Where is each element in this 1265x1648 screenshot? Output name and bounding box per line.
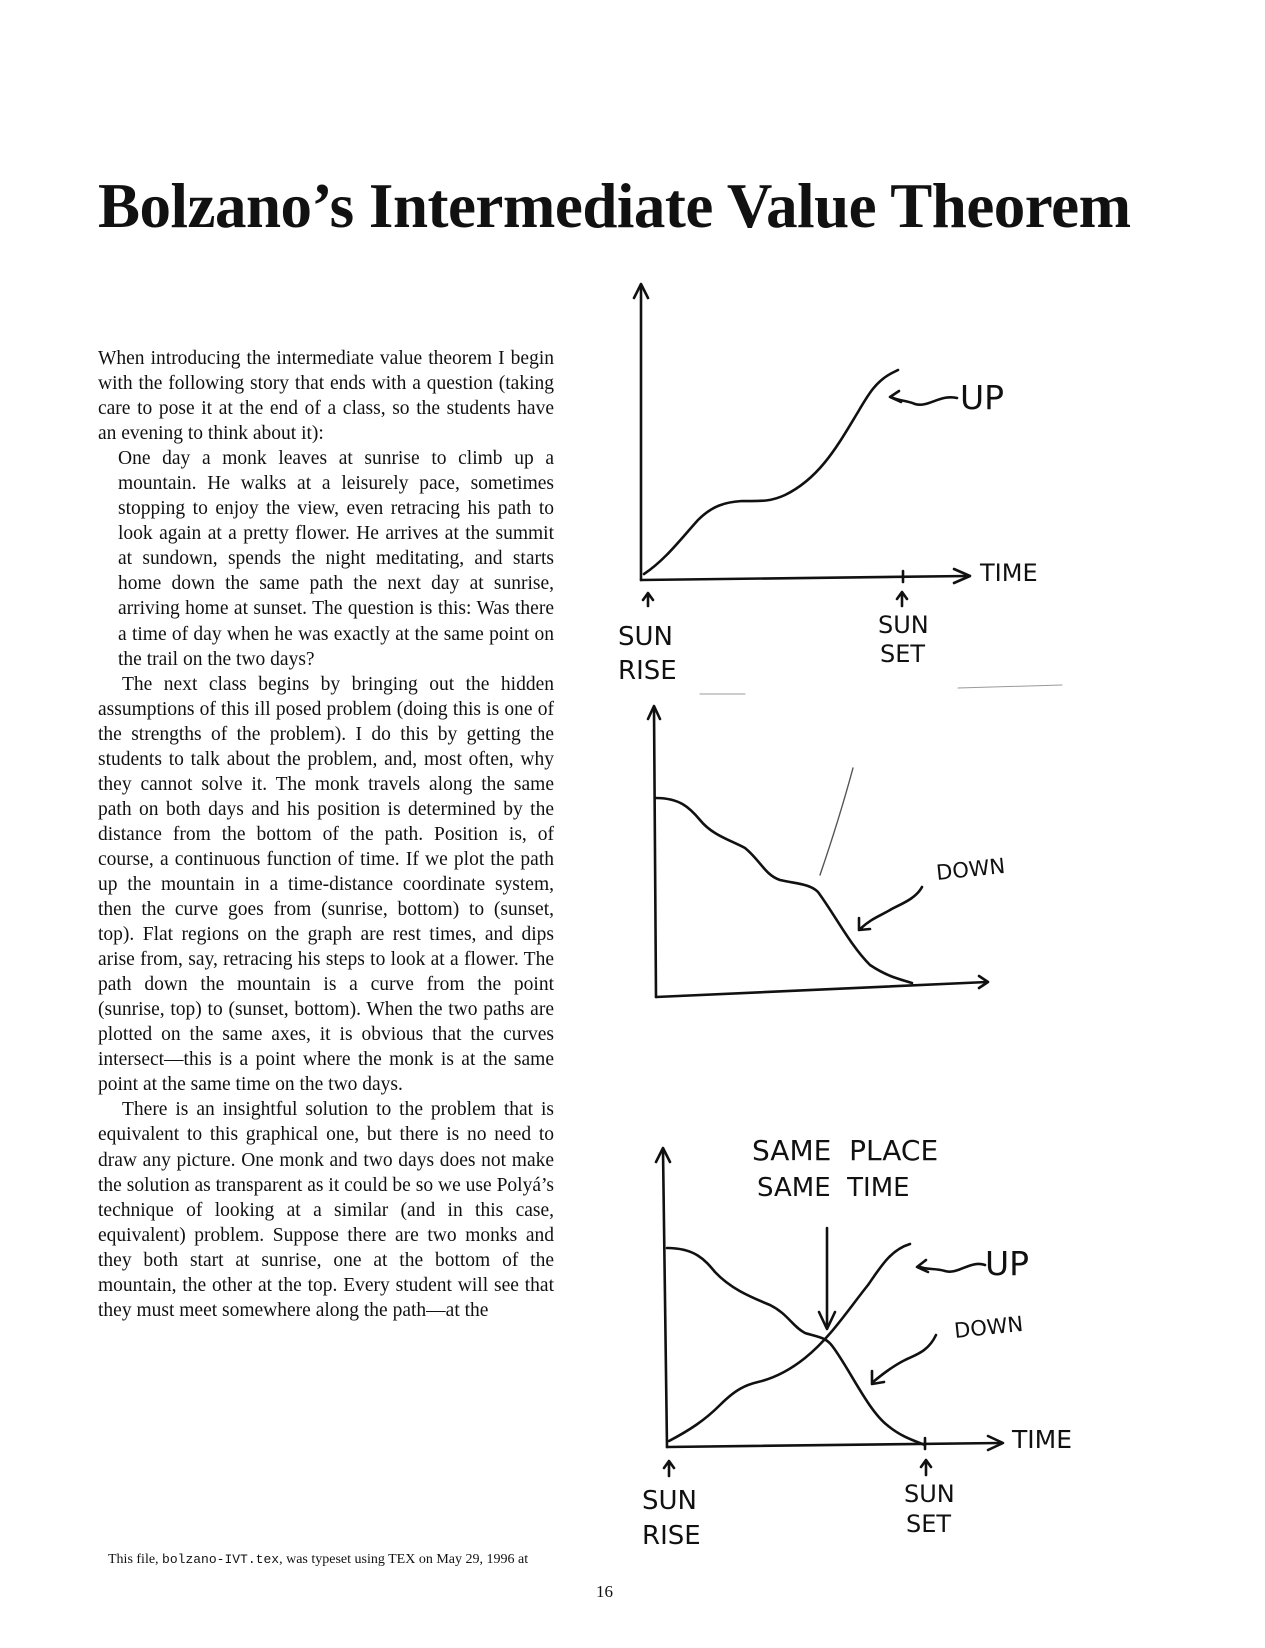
up-graph-sunset-label-2: SET <box>880 640 926 668</box>
up-graph-sunrise-label-2: RISE <box>618 656 677 686</box>
intro-paragraph: When introducing the intermediate value theorem I begin with the following story that ends with a question (taking care to pose it at the end of a class, so the students have an evening to think about it): <box>98 348 554 445</box>
combined-x-axis-label: TIME <box>1012 1425 1073 1454</box>
combined-down-pointer <box>873 1335 936 1382</box>
down-graph-y-axis <box>654 708 656 997</box>
up-graph-sunset-arrow <box>897 592 907 606</box>
typeset-note-suffix: on May 29, 1996 at <box>415 1552 529 1567</box>
down-graph-x-axis <box>656 982 987 997</box>
story-quote: One day a monk leaves at sunrise to climb up a mountain. He walks at a leisurely pace, sometimes stopping to enjoy the view, even retracing his path to look again at a pretty flower. He arrives at the summit at sundown, spends the night meditating, and starts home down the same path the next day at sunrise, arriving home at sunset. The question is this: Was there a time of day when he was exactly at the same point on the trail on the two days? <box>118 448 554 670</box>
page-title: Bolzano’s Intermediate Value Theorem <box>98 171 1131 241</box>
up-graph-pointer-head <box>890 391 901 402</box>
down-graph <box>648 706 1006 997</box>
up-graph-sunrise-label-1: SUN <box>618 622 673 652</box>
combined-sunrise-label-2: RISE <box>642 1521 701 1551</box>
combined-up-label: UP <box>985 1244 1030 1283</box>
typeset-note-middle: , was typeset using <box>279 1552 389 1567</box>
combined-sunrise-label-1: SUN <box>642 1486 697 1516</box>
up-graph <box>618 284 1038 686</box>
combined-down-label: DOWN <box>953 1311 1025 1343</box>
typeset-note-prefix: This file, <box>108 1552 163 1567</box>
page-number: 16 <box>596 1582 613 1601</box>
down-graph-stray-line <box>820 768 853 875</box>
up-graph-pointer <box>893 397 957 404</box>
up-graph-sunrise-arrow <box>643 593 653 606</box>
up-graph-curve-label: UP <box>960 378 1005 417</box>
combined-graph-x-axis <box>667 1443 1000 1447</box>
combined-up-pointer-head <box>917 1260 928 1272</box>
typeset-note-filename: bolzano-IVT.tex <box>162 1552 280 1567</box>
down-graph-pointer <box>860 887 922 929</box>
up-graph-x-axis <box>641 576 968 580</box>
combined-sunset-label-1: SUN <box>904 1480 955 1508</box>
divider-line-right <box>958 685 1062 688</box>
combined-up-pointer <box>920 1264 985 1272</box>
up-graph-sunset-label-1: SUN <box>878 611 929 639</box>
combined-sunrise-arrow <box>664 1461 674 1476</box>
down-graph-curve <box>656 798 912 983</box>
combined-sunset-label-2: SET <box>906 1510 952 1538</box>
typeset-note-tex: TEX <box>388 1552 416 1567</box>
insight-paragraph: There is an insightful solution to the problem that is equivalent to this graphical one, but there is no need to draw any picture. One monk and two days does not make the solution as transparent as it could be so we use Polyá’s technique of looking at a similar (and in this case, equivalent) problem. Suppose there are two monks and they both start at sunrise, one at the bottom of the mountain, the other at the top. Every student will see that they must meet somewhere along the path—at the <box>98 1099 554 1321</box>
combined-graph <box>642 1134 1072 1551</box>
same-time-label: SAME TIME <box>757 1173 910 1203</box>
combined-graph-down-curve <box>667 1248 925 1445</box>
same-place-label: SAME PLACE <box>752 1134 939 1167</box>
combined-graph-y-axis <box>663 1150 667 1447</box>
down-graph-curve-label: DOWN <box>935 853 1007 885</box>
combined-sunset-arrow <box>921 1460 931 1475</box>
up-graph-curve <box>644 370 898 574</box>
up-graph-x-axis-label: TIME <box>980 559 1038 587</box>
next-class-paragraph: The next class begins by bringing out the hidden assumptions of this ill posed problem (doing this is one of the strengths of the problem). I do this by getting the students to talk about the problem, and, most often, why they cannot solve it. The monk travels along the same path on both days and his position is determined by the distance from the bottom of the path. Position is, of course, a continuous function of time. If we plot the path up the mountain in a time-distance coordinate system, then the curve goes from (sunrise, bottom) to (sunset, top). Flat regions on the graph are rest times, and dips arise from, say, retracing his steps to look at a flower. The path down the mountain is a curve from the point (sunrise, top) to (sunset, bottom). When the two paths are plotted on the same axes, it is obvious that the curves intersect—this is a point where the monk is at the same point at the same time on the two days. <box>98 673 554 1096</box>
